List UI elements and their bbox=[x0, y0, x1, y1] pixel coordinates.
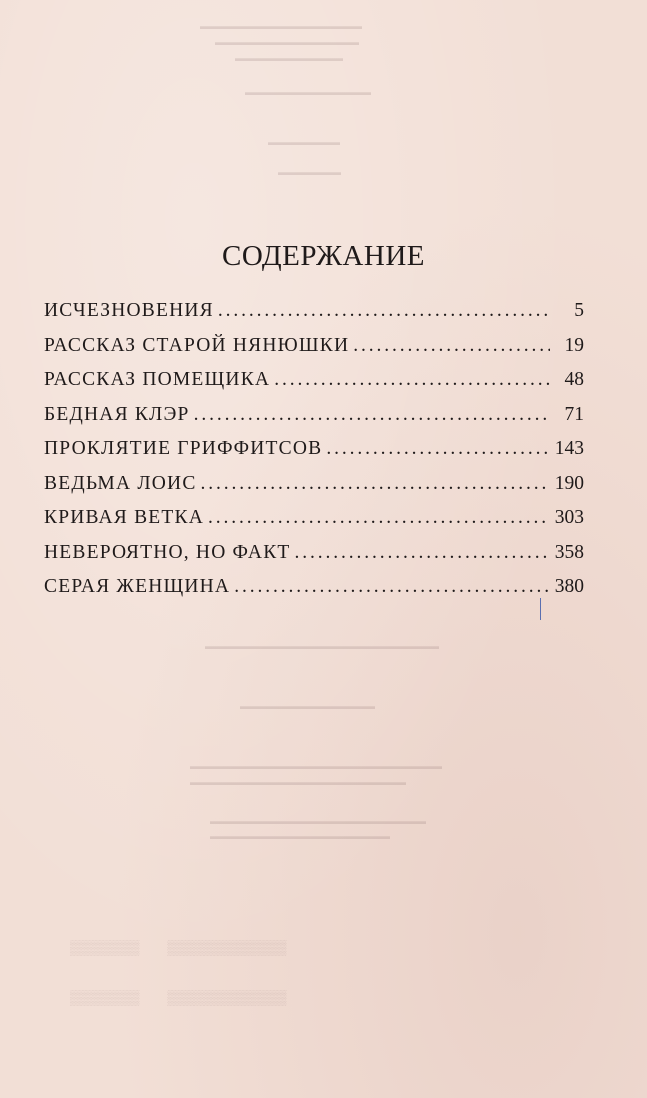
bleed-through-texture: ▬▬▬▬▬▬▬ bbox=[278, 167, 341, 177]
dot-leader bbox=[201, 473, 550, 495]
table-of-contents bbox=[44, 300, 584, 611]
toc-entry[interactable] bbox=[44, 300, 584, 335]
text-cursor-mark bbox=[540, 598, 541, 620]
toc-entry-title: БЕДНАЯ КЛЭР bbox=[44, 403, 190, 425]
bleed-through-texture: ▒▒▒▒▒▒▒ ▒▒▒▒▒▒▒▒▒▒▒▒ bbox=[70, 941, 287, 956]
bleed-through-texture: ▬▬▬▬▬▬▬▬▬▬▬▬▬▬ bbox=[245, 87, 371, 97]
toc-entry[interactable] bbox=[44, 335, 584, 370]
dot-leader bbox=[295, 542, 550, 564]
dot-leader bbox=[274, 369, 550, 391]
toc-entry-page: 71 bbox=[564, 403, 584, 425]
toc-entry-page: 380 bbox=[554, 576, 584, 597]
toc-entry-title: РАССКАЗ СТАРОЙ НЯНЮШКИ bbox=[44, 334, 350, 356]
bleed-through-texture: ▬▬▬▬▬▬▬▬▬▬▬▬▬▬▬▬▬▬▬▬▬▬▬▬▬▬ bbox=[205, 641, 439, 651]
toc-entry[interactable] bbox=[44, 404, 584, 439]
toc-entry-page: 143 bbox=[554, 438, 584, 459]
toc-entry[interactable] bbox=[44, 507, 584, 542]
toc-entry-title: ПРОКЛЯТИЕ ГРИФФИТСОВ bbox=[44, 438, 323, 459]
toc-entry-page: 303 bbox=[554, 507, 584, 528]
toc-entry[interactable] bbox=[44, 542, 584, 577]
toc-entry-page: 190 bbox=[554, 472, 584, 494]
toc-entry-page: 358 bbox=[554, 541, 584, 563]
contents-heading: СОДЕРЖАНИЕ bbox=[222, 240, 425, 272]
toc-entry-page: 5 bbox=[574, 300, 584, 321]
bleed-through-texture: ▬▬▬▬▬▬▬▬ bbox=[268, 137, 340, 147]
dot-leader bbox=[326, 438, 550, 460]
toc-entry-title: ВЕДЬМА ЛОИС bbox=[44, 472, 197, 494]
toc-entry-title: КРИВАЯ ВЕТКА bbox=[44, 507, 204, 528]
toc-entry-title: НЕВЕРОЯТНО, НО ФАКТ bbox=[44, 541, 291, 563]
bleed-through-texture: ▬▬▬▬▬▬▬▬▬▬▬▬▬▬▬ bbox=[240, 701, 375, 711]
bleed-through-texture: ▬▬▬▬▬▬▬▬▬▬▬▬▬▬▬▬▬▬ bbox=[200, 21, 362, 31]
toc-entry[interactable] bbox=[44, 576, 584, 611]
bleed-through-texture: ▬▬▬▬▬▬▬▬▬▬▬▬▬▬▬▬▬▬▬▬ bbox=[210, 831, 390, 841]
toc-entry-page: 19 bbox=[564, 334, 584, 356]
bleed-through-texture: ▬▬▬▬▬▬▬▬▬▬▬▬▬▬▬▬▬▬▬▬▬▬▬▬▬▬▬▬ bbox=[190, 761, 442, 771]
dot-leader bbox=[194, 404, 550, 426]
dot-leader bbox=[234, 576, 550, 598]
toc-entry-title: СЕРАЯ ЖЕНЩИНА bbox=[44, 576, 231, 597]
toc-entry[interactable] bbox=[44, 473, 584, 508]
toc-entry-page: 48 bbox=[564, 369, 584, 390]
toc-entry[interactable] bbox=[44, 438, 584, 473]
bleed-through-texture: ▬▬▬▬▬▬▬▬▬▬▬▬▬▬▬▬▬▬▬▬▬▬▬▬ bbox=[210, 816, 426, 826]
toc-entry-title: ИСЧЕЗНОВЕНИЯ bbox=[44, 300, 214, 321]
toc-entry[interactable] bbox=[44, 369, 584, 404]
dot-leader bbox=[208, 507, 550, 529]
toc-entry-title: РАССКАЗ ПОМЕЩИКА bbox=[44, 369, 271, 390]
bleed-through-texture: ▒▒▒▒▒▒▒ ▒▒▒▒▒▒▒▒▒▒▒▒ bbox=[70, 991, 287, 1006]
bleed-through-texture: ▬▬▬▬▬▬▬▬▬▬▬▬▬▬▬▬ bbox=[215, 37, 359, 47]
dot-leader bbox=[353, 335, 550, 357]
bleed-through-texture: ▬▬▬▬▬▬▬▬▬▬▬▬▬▬▬▬▬▬▬▬▬▬▬▬ bbox=[190, 777, 406, 787]
dot-leader bbox=[218, 300, 550, 322]
bleed-through-texture: ▬▬▬▬▬▬▬▬▬▬▬▬ bbox=[235, 53, 343, 63]
